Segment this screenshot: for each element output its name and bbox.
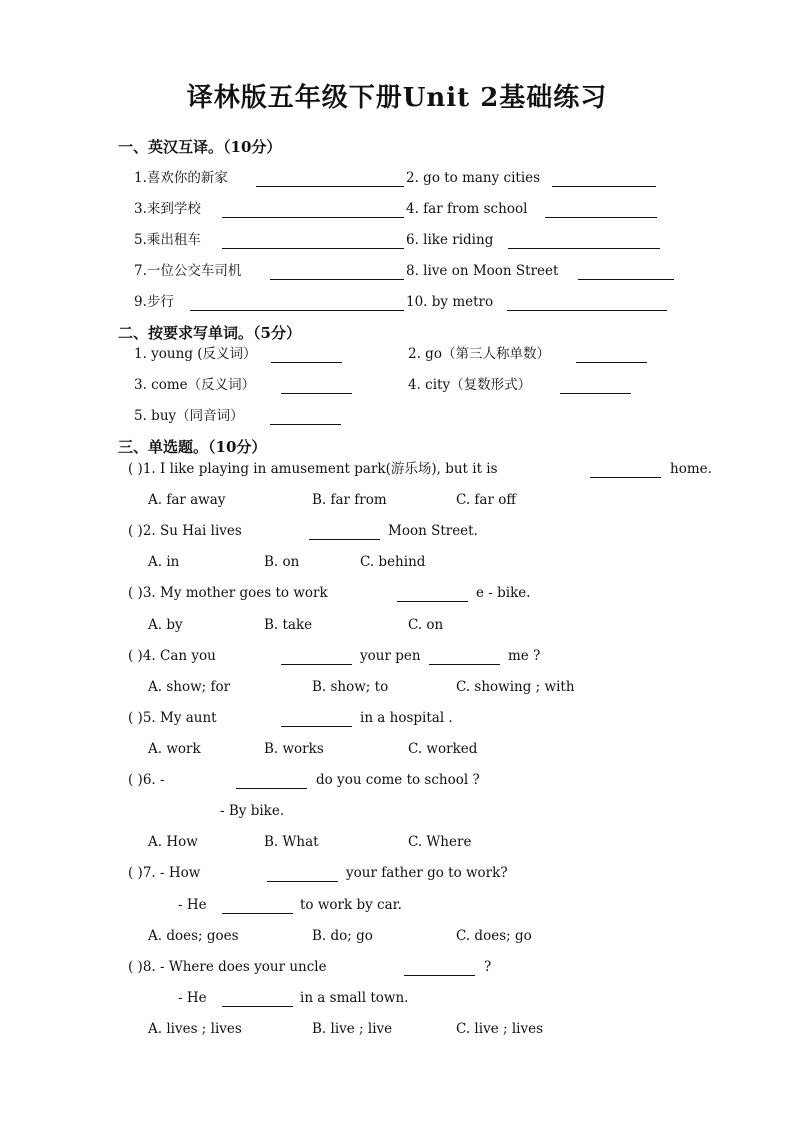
question-text: e - bike. (476, 585, 531, 601)
question-text: home. (670, 461, 712, 477)
question-text: 6. like riding (406, 232, 494, 248)
answer-blank[interactable] (281, 664, 352, 665)
option-a[interactable]: A. in (148, 554, 180, 570)
answer-line: in a small town. (300, 990, 409, 1006)
option-b[interactable]: B. works (264, 741, 324, 757)
question-text: 2. go to many cities (406, 170, 541, 186)
answer-line: - He (178, 990, 207, 1006)
option-c[interactable]: C. on (408, 617, 444, 633)
answer-blank[interactable] (545, 217, 657, 218)
answer-blank[interactable] (256, 186, 404, 187)
answer-line: to work by car. (300, 897, 402, 913)
option-a[interactable]: A. by (148, 617, 183, 633)
question-text: 2. go（第三人称单数） (408, 346, 550, 362)
answer-line: - By bike. (220, 803, 285, 819)
question-text: ( )5. My aunt (128, 710, 217, 726)
option-b[interactable]: B. do; go (312, 928, 373, 944)
question-text: 5.乘出租车 (134, 232, 201, 248)
option-c[interactable]: C. worked (408, 741, 478, 757)
answer-blank[interactable] (222, 1006, 293, 1007)
question-text: 1. young (反义词） (134, 346, 257, 362)
question-text: ( )2. Su Hai lives (128, 523, 242, 539)
option-b[interactable]: B. show; to (312, 679, 389, 695)
question-text: 3.来到学校 (134, 201, 201, 217)
option-b[interactable]: B. What (264, 834, 319, 850)
answer-blank[interactable] (190, 310, 404, 311)
question-text: 5. buy（同音词） (134, 408, 244, 424)
option-c[interactable]: C. Where (408, 834, 472, 850)
question-text: 4. far from school (406, 201, 528, 217)
question-text: ( )6. - (128, 772, 165, 788)
answer-blank[interactable] (576, 362, 647, 363)
option-c[interactable]: C. showing ; with (456, 679, 575, 695)
answer-blank[interactable] (236, 788, 307, 789)
question-text: ( )1. I like playing in amusement park(游乐场), but it is (128, 461, 498, 477)
question-text: your pen (360, 648, 421, 664)
answer-blank[interactable] (222, 913, 293, 914)
question-text: ( )4. Can you (128, 648, 216, 664)
question-text: ( )3. My mother goes to work (128, 585, 328, 601)
answer-blank[interactable] (578, 279, 674, 280)
option-c[interactable]: C. far off (456, 492, 516, 508)
question-text: 10. by metro (406, 294, 494, 310)
answer-blank[interactable] (552, 186, 656, 187)
option-b[interactable]: B. far from (312, 492, 387, 508)
question-text: 9.步行 (134, 294, 174, 310)
page-title: 译林版五年级下册Unit 2基础练习 (186, 83, 608, 113)
question-text: 7.一位公交车司机 (134, 263, 242, 279)
question-text: Moon Street. (388, 523, 478, 539)
answer-blank[interactable] (281, 393, 352, 394)
option-c[interactable]: C. behind (360, 554, 426, 570)
question-text: 3. come（反义词） (134, 377, 256, 393)
answer-blank[interactable] (507, 310, 667, 311)
option-a[interactable]: A. far away (148, 492, 226, 508)
section-heading-translation: 一、英汉互译。（10分） (118, 138, 282, 156)
question-text: 4. city（复数形式） (408, 377, 532, 393)
option-a[interactable]: A. show; for (148, 679, 231, 695)
option-b[interactable]: B. take (264, 617, 313, 633)
option-a[interactable]: A. work (148, 741, 201, 757)
question-text: ( )7. - How (128, 865, 201, 881)
option-a[interactable]: A. does; goes (148, 928, 239, 944)
option-b[interactable]: B. on (264, 554, 300, 570)
option-a[interactable]: A. How (148, 834, 198, 850)
question-text: your father go to work? (346, 865, 508, 881)
option-c[interactable]: C. does; go (456, 928, 532, 944)
question-text: ( )8. - Where does your uncle (128, 959, 327, 975)
section-heading-multiple-choice: 三、单选题。（10分） (118, 438, 267, 456)
option-b[interactable]: B. live ; live (312, 1021, 393, 1037)
answer-blank[interactable] (222, 217, 404, 218)
section-heading-word-forms: 二、按要求写单词。（5分） (118, 324, 301, 342)
answer-blank[interactable] (404, 975, 475, 976)
option-a[interactable]: A. lives ; lives (148, 1021, 242, 1037)
answer-blank[interactable] (222, 248, 404, 249)
answer-blank[interactable] (590, 477, 661, 478)
question-text: ? (484, 959, 492, 975)
answer-blank[interactable] (281, 726, 352, 727)
answer-line: - He (178, 897, 207, 913)
answer-blank[interactable] (508, 248, 660, 249)
answer-blank[interactable] (271, 362, 342, 363)
question-text: 8. live on Moon Street (406, 263, 559, 279)
answer-blank[interactable] (270, 424, 341, 425)
answer-blank[interactable] (560, 393, 631, 394)
question-text: do you come to school ? (316, 772, 480, 788)
question-text: in a hospital . (360, 710, 453, 726)
question-text: me ? (508, 648, 541, 664)
answer-blank[interactable] (309, 539, 380, 540)
answer-blank[interactable] (270, 279, 404, 280)
question-text: 1.喜欢你的新家 (134, 170, 228, 186)
option-c[interactable]: C. live ; lives (456, 1021, 543, 1037)
answer-blank[interactable] (429, 664, 500, 665)
answer-blank[interactable] (267, 881, 338, 882)
answer-blank[interactable] (397, 601, 468, 602)
